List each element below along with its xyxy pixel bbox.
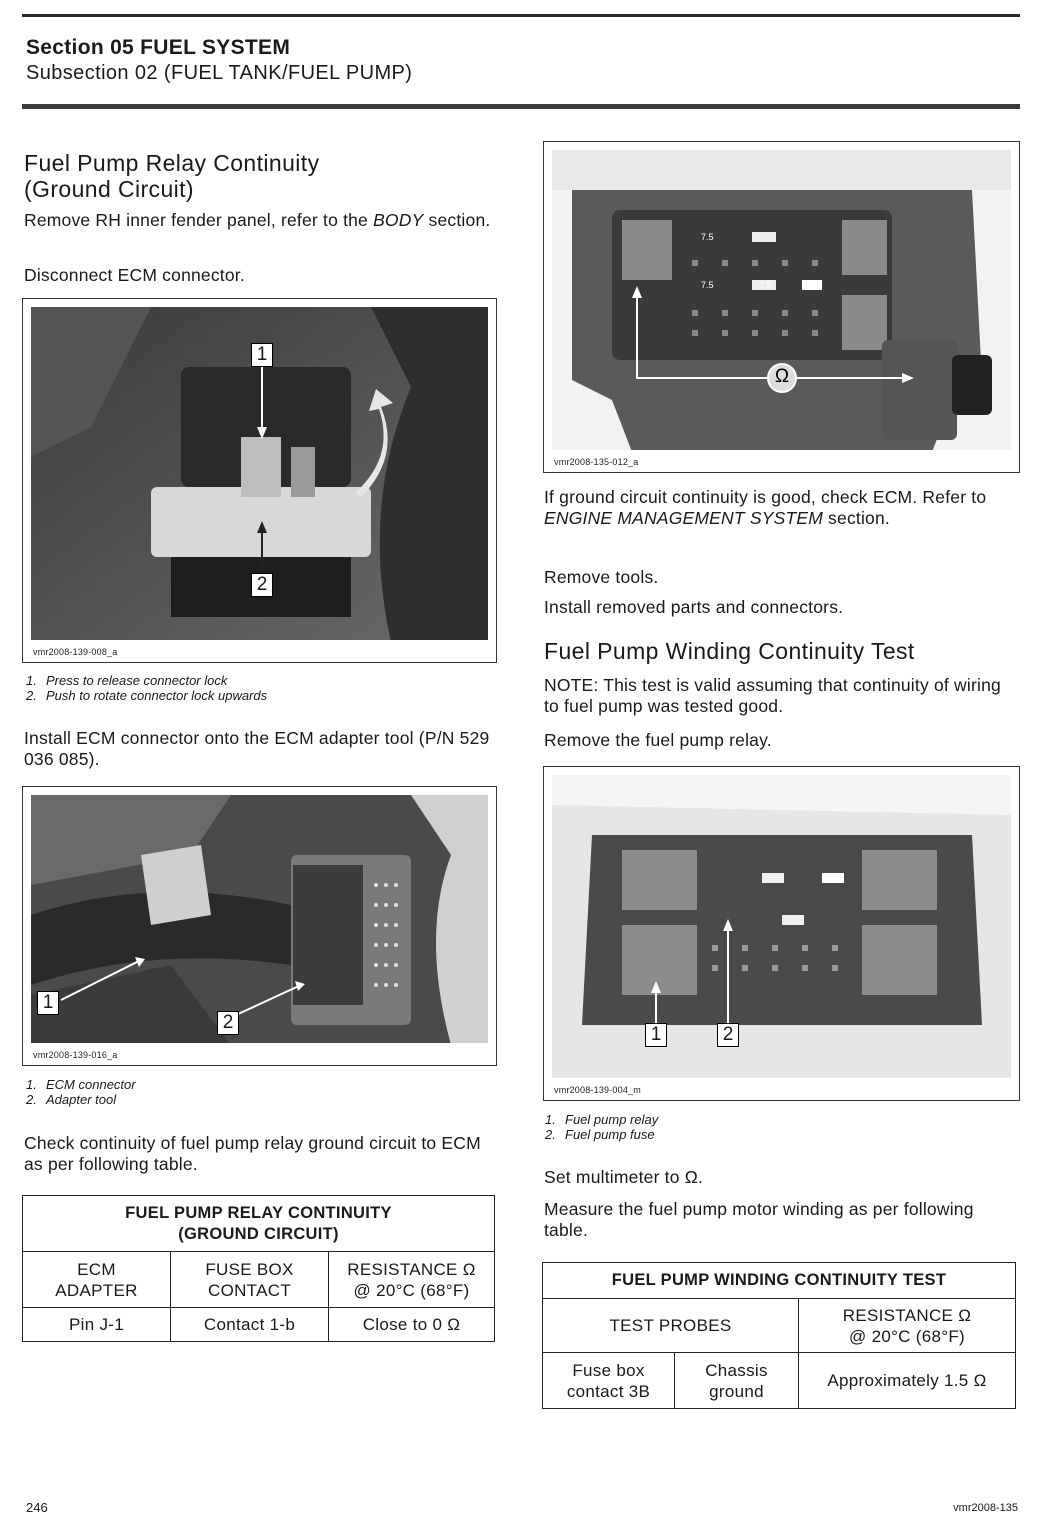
cell-fuse-contact: Contact 1-b <box>171 1308 329 1342</box>
col-header-fuse-box-contact: FUSE BOX CONTACT <box>171 1252 329 1308</box>
paragraph-remove-fender: Remove RH inner fender panel, refer to the BODY section. <box>24 210 491 230</box>
figure-code: vmr2008-135-012_a <box>554 457 639 467</box>
col-header-ecm-adapter: ECM ADAPTER <box>23 1252 171 1308</box>
figure-code: vmr2008-139-016_a <box>33 1050 118 1060</box>
callout-2: 2 <box>717 1023 739 1047</box>
figure-fuse-box-ground <box>543 141 1020 473</box>
caption-item: 1. Fuel pump relay <box>545 1112 659 1127</box>
table-row <box>543 1353 1016 1409</box>
note-paragraph: NOTE: This test is valid assuming that continuity of wiring to fuel pump was tested good. <box>544 675 1001 716</box>
table-row <box>23 1308 495 1342</box>
header-bottom-rule <box>22 104 1020 109</box>
col-header-test-probes: TEST PROBES <box>543 1299 799 1353</box>
cell-ecm-pin: Pin J-1 <box>23 1308 171 1342</box>
figure2-captions <box>26 1077 496 1107</box>
winding-heading: Fuel Pump Winding Continuity Test <box>544 638 915 664</box>
paragraph-disconnect-ecm: Disconnect ECM connector. <box>24 265 245 285</box>
ecm-connector-photo <box>31 307 488 640</box>
fuel-pump-relay <box>622 925 697 995</box>
paragraph-check-ecm: If ground circuit continuity is good, check ECM. Refer to ENGINE MANAGEMENT SYSTEM section. <box>544 487 987 528</box>
figure-ecm-connector-lock <box>22 298 497 663</box>
caption-item: 2. Push to rotate connector lock upwards <box>26 688 268 703</box>
relay-top-left <box>622 850 697 910</box>
relay-heading-line1: Fuel Pump Relay Continuity <box>24 150 320 176</box>
callout-2: 2 <box>217 1011 239 1035</box>
fuse-label: 7.5 <box>701 280 714 290</box>
fuse-label: 7.5 <box>701 232 714 242</box>
fuse-label: 7.5 <box>759 280 772 290</box>
figure-code: vmr2008-139-008_a <box>33 647 118 657</box>
paragraph-measure-winding: Measure the fuel pump motor winding as per following table. <box>544 1199 974 1240</box>
caption-item: 1. ECM connector <box>26 1077 136 1092</box>
caption-item: 2. Adapter tool <box>26 1092 117 1107</box>
body-reference: BODY <box>373 210 424 230</box>
ecm-adapter-connector <box>882 340 957 440</box>
relay-fuse-photo <box>552 775 1011 1078</box>
winding-continuity-table <box>542 1262 1016 1409</box>
paragraph-install-parts: Install removed parts and connectors. <box>544 597 844 617</box>
relay-heading <box>24 150 504 202</box>
callout-2: 2 <box>251 573 273 597</box>
ecm-adapter-photo <box>31 795 488 1043</box>
fuse-box-photo <box>552 150 1011 450</box>
subsection-title: Subsection 02 (FUEL TANK/FUEL PUMP) <box>26 62 413 84</box>
paragraph-remove-relay: Remove the fuel pump relay. <box>544 730 772 750</box>
engine-management-reference: ENGINE MANAGEMENT SYSTEM <box>544 508 823 528</box>
callout-1: 1 <box>37 991 59 1015</box>
relay-continuity-table <box>22 1195 495 1342</box>
header-top-rule <box>22 14 1020 17</box>
paragraph-set-multimeter: Set multimeter to Ω. <box>544 1167 704 1187</box>
figure4-captions <box>545 1112 1015 1142</box>
table-title: FUEL PUMP WINDING CONTINUITY TEST <box>543 1263 1016 1299</box>
page-number: 246 <box>26 1500 48 1515</box>
relay-heading-line2: (Ground Circuit) <box>24 176 194 202</box>
paragraph-install-adapter: Install ECM connector onto the ECM adapter tool (P/N 529 036 085). <box>24 728 490 769</box>
col-header-resistance: RESISTANCE Ω @ 20°C (68°F) <box>799 1299 1016 1353</box>
callout-1: 1 <box>251 343 273 367</box>
cell-resistance: Close to 0 Ω <box>329 1308 495 1342</box>
paragraph-remove-tools: Remove tools. <box>544 567 659 587</box>
figure-ecm-adapter <box>22 786 497 1066</box>
callout-1: 1 <box>645 1023 667 1047</box>
cell-probe-2: Chassis ground <box>675 1353 799 1409</box>
table-title: FUEL PUMP RELAY CONTINUITY (GROUND CIRCUIT) <box>23 1196 495 1252</box>
figure-fuel-pump-relay <box>543 766 1020 1101</box>
caption-item: 2. Fuel pump fuse <box>545 1127 655 1142</box>
omega-symbol: Ω <box>774 366 790 387</box>
caption-item: 1. Press to release connector lock <box>26 673 228 688</box>
figure-code: vmr2008-139-004_m <box>554 1085 641 1095</box>
section-title: Section 05 FUEL SYSTEM <box>26 36 291 59</box>
document-code: vmr2008-135 <box>953 1502 1018 1514</box>
figure1-captions <box>26 673 496 703</box>
col-header-resistance: RESISTANCE Ω @ 20°C (68°F) <box>329 1252 495 1308</box>
cell-resistance: Approximately 1.5 Ω <box>799 1353 1016 1409</box>
cell-probe-1: Fuse box contact 3B <box>543 1353 675 1409</box>
paragraph-check-continuity: Check continuity of fuel pump relay ground circuit to ECM as per following table. <box>24 1133 481 1174</box>
